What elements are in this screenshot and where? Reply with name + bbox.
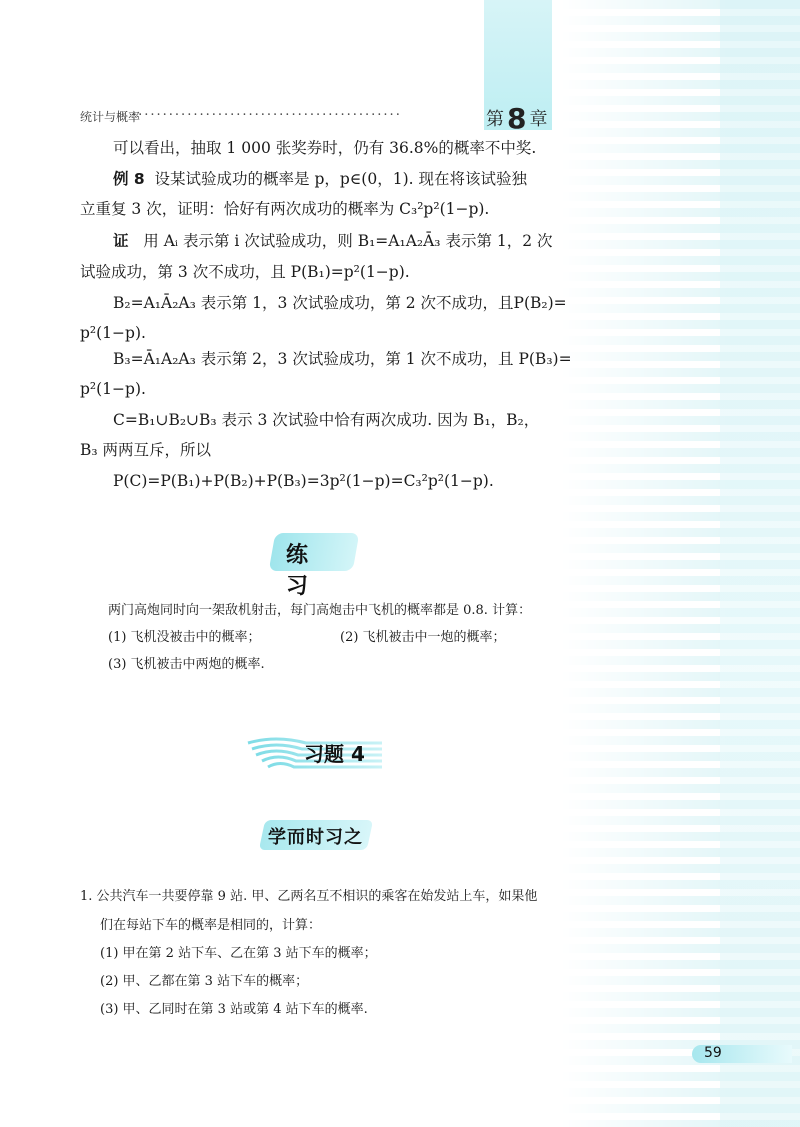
practice-intro: 两门高炮同时向一架敌机射击，每门高炮击中飞机的概率都是 0.8. 计算： [108, 603, 532, 618]
practice-title: 练 习 [286, 543, 323, 599]
exercises-subtitle: 学而时习之 [268, 827, 363, 848]
problem-1-a: (1) 甲在第 2 站下车、乙在第 3 站下车的概率； [100, 946, 377, 961]
c-line-1: C=B₁∪B₂∪B₃ 表示 3 次试验中恰有两次成功. 因为 B₁，B₂， [113, 411, 540, 429]
practice-q1: (1) 飞机没被击中的概率； [108, 630, 261, 645]
exercises-title: 习题 4 [304, 742, 365, 766]
b2-line-1: B₂=A₁Ā₂A₃ 表示第 1，3 次试验成功，第 2 次不成功，且P(B₂)= [113, 294, 567, 312]
example-text: 设某试验成功的概率是 p，p∈(0，1). 现在将该试验独 [154, 170, 527, 188]
header-leader-dots: ............................................ [132, 104, 402, 119]
example-8 [113, 168, 527, 190]
exercises-banner [246, 733, 384, 771]
practice-banner [272, 533, 356, 599]
example-label: 例 8 [113, 170, 145, 188]
b3-line-1: B₃=Ā₁A₂A₃ 表示第 2，3 次试验成功，第 1 次不成功，且 P(B₃)= [113, 350, 572, 368]
page-number: 59 [704, 1045, 722, 1061]
problem-1-line-1: 1. 公共汽车一共要停靠 9 站. 甲、乙两名互不相识的乘客在始发站上车，如果他 [80, 889, 538, 904]
chapter-number: 8 [507, 102, 527, 135]
b2-line-2: p²(1−p). [80, 324, 146, 342]
problem-1-b: (2) 甲、乙都在第 3 站下车的概率； [100, 974, 309, 989]
proof-line-2: 试验成功，第 3 次不成功，且 P(B₁)=p²(1−p). [80, 263, 410, 281]
chapter-prefix: 第 [486, 109, 504, 130]
problem-1-c: (3) 甲、乙同时在第 3 站或第 4 站下车的概率. [100, 1002, 368, 1017]
subtitle-banner [262, 820, 370, 850]
c-line-2: B₃ 两两互斥，所以 [80, 441, 212, 459]
practice-q2: (2) 飞机被击中一炮的概率； [340, 630, 506, 645]
formula: P(C)=P(B₁)+P(B₂)+P(B₃)=3p²(1−p)=C₃²p²(1−p). [113, 472, 494, 490]
page-number-tab [692, 1043, 792, 1065]
practice-q3: (3) 飞机被击中两炮的概率. [108, 657, 265, 672]
running-header-section: 统计与概率 [80, 110, 141, 124]
proof-start [113, 230, 553, 252]
chapter-suffix: 章 [529, 109, 548, 130]
example-line-2: 立重复 3 次，证明：恰好有两次成功的概率为 C₃²p²(1−p). [80, 200, 490, 218]
proof-text: 用 Aᵢ 表示第 i 次试验成功，则 B₁=A₁A₂Ā₃ 表示第 1，2 次 [143, 232, 553, 250]
proof-label: 证 [113, 232, 129, 250]
b3-line-2: p²(1−p). [80, 380, 146, 398]
body-line: 可以看出，抽取 1 000 张奖券时，仍有 36.8%的概率不中奖. [113, 139, 537, 157]
chapter-label [486, 102, 547, 135]
decorative-edge [720, 0, 800, 1127]
problem-1-line-2: 们在每站下车的概率是相同的，计算： [100, 918, 322, 933]
